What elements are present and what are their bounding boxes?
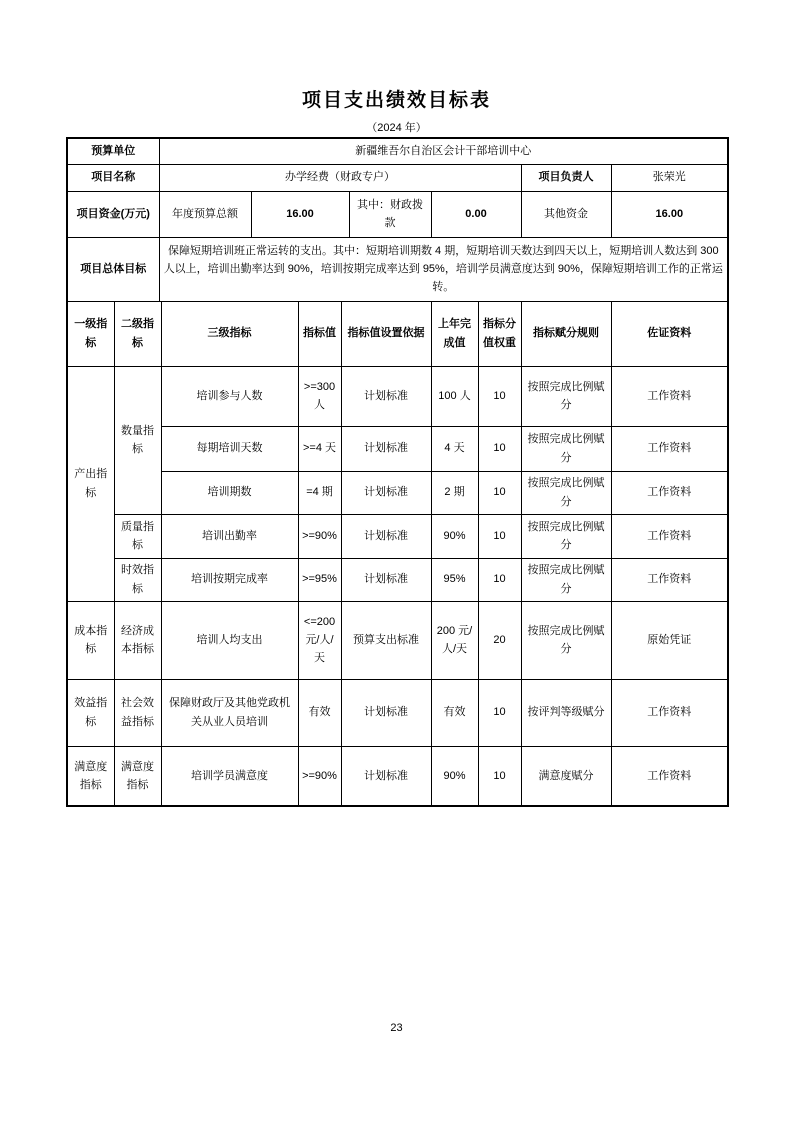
indicator-row xyxy=(67,601,728,679)
fiscal-allocation-label: 其中：财政拨款 xyxy=(349,191,431,237)
prev-year-cell: 90% xyxy=(431,514,478,558)
prev-year-cell: 200 元/人/天 xyxy=(431,601,478,679)
project-leader-label: 项目负责人 xyxy=(521,164,611,191)
header-weight: 指标分值权重 xyxy=(478,301,521,366)
basis-cell: 计划标准 xyxy=(341,514,431,558)
level2-indicator-cell: 数量指标 xyxy=(114,366,161,514)
basis-cell: 计划标准 xyxy=(341,746,431,806)
target-value-cell: >=95% xyxy=(298,558,341,601)
level2-indicator-cell: 质量指标 xyxy=(114,514,161,558)
target-value-cell: =4 期 xyxy=(298,471,341,514)
level3-indicator-cell: 培训参与人数 xyxy=(161,366,298,426)
indicator-row xyxy=(67,426,728,471)
level3-indicator-cell: 每期培训天数 xyxy=(161,426,298,471)
evidence-cell: 工作资料 xyxy=(611,558,728,601)
annual-budget-value: 16.00 xyxy=(251,191,349,237)
indicator-row xyxy=(67,366,728,426)
weight-cell: 10 xyxy=(478,514,521,558)
level3-indicator-cell: 培训学员满意度 xyxy=(161,746,298,806)
indicator-row xyxy=(67,746,728,806)
header-level3: 三级指标 xyxy=(161,301,298,366)
prev-year-cell: 有效 xyxy=(431,679,478,746)
scoring-rule-cell: 按照完成比例赋分 xyxy=(521,471,611,514)
evidence-cell: 工作资料 xyxy=(611,746,728,806)
scoring-rule-cell: 按照完成比例赋分 xyxy=(521,558,611,601)
indicator-header-row xyxy=(67,301,728,366)
evidence-cell: 原始凭证 xyxy=(611,601,728,679)
prev-year-cell: 90% xyxy=(431,746,478,806)
basis-cell: 计划标准 xyxy=(341,366,431,426)
level1-indicator-cell: 成本指标 xyxy=(67,601,114,679)
weight-cell: 10 xyxy=(478,558,521,601)
level3-indicator-cell: 培训出勤率 xyxy=(161,514,298,558)
header-scoring-rule: 指标赋分规则 xyxy=(521,301,611,366)
basis-cell: 计划标准 xyxy=(341,426,431,471)
project-funds-row xyxy=(67,191,728,237)
scoring-rule-cell: 满意度赋分 xyxy=(521,746,611,806)
page-subtitle: （2024 年） xyxy=(366,122,427,134)
scoring-rule-cell: 按照完成比例赋分 xyxy=(521,426,611,471)
evidence-cell: 工作资料 xyxy=(611,679,728,746)
level2-indicator-cell: 经济成本指标 xyxy=(114,601,161,679)
level2-indicator-cell: 时效指标 xyxy=(114,558,161,601)
level3-indicator-cell: 培训按期完成率 xyxy=(161,558,298,601)
evidence-cell: 工作资料 xyxy=(611,426,728,471)
scoring-rule-cell: 按照完成比例赋分 xyxy=(521,366,611,426)
header-level1: 一级指标 xyxy=(67,301,114,366)
weight-cell: 10 xyxy=(478,426,521,471)
level1-indicator-cell: 产出指标 xyxy=(67,366,114,601)
scoring-rule-cell: 按评判等级赋分 xyxy=(521,679,611,746)
target-value-cell: <=200 元/人/天 xyxy=(298,601,341,679)
scoring-rule-cell: 按照完成比例赋分 xyxy=(521,601,611,679)
prev-year-cell: 95% xyxy=(431,558,478,601)
project-name-label: 项目名称 xyxy=(67,164,159,191)
budget-unit-row xyxy=(67,138,728,164)
scoring-rule-cell: 按照完成比例赋分 xyxy=(521,514,611,558)
basis-cell: 计划标准 xyxy=(341,471,431,514)
performance-target-table xyxy=(66,137,729,807)
header-level2: 二级指标 xyxy=(114,301,161,366)
prev-year-cell: 2 期 xyxy=(431,471,478,514)
basis-cell: 预算支出标准 xyxy=(341,601,431,679)
weight-cell: 10 xyxy=(478,471,521,514)
prev-year-cell: 100 人 xyxy=(431,366,478,426)
annual-budget-label: 年度预算总额 xyxy=(159,191,251,237)
evidence-cell: 工作资料 xyxy=(611,366,728,426)
prev-year-cell: 4 天 xyxy=(431,426,478,471)
header-target-value: 指标值 xyxy=(298,301,341,366)
weight-cell: 10 xyxy=(478,679,521,746)
fiscal-allocation-value: 0.00 xyxy=(431,191,521,237)
overall-goal-row xyxy=(67,237,728,301)
target-value-cell: >=90% xyxy=(298,514,341,558)
indicator-row xyxy=(67,558,728,601)
indicator-row xyxy=(67,514,728,558)
header-evidence: 佐证资料 xyxy=(611,301,728,366)
overall-goal-value: 保障短期培训班正常运转的支出。其中：短期培训期数 4 期，短期培训天数达到四天以上，短期培训人数达到 300 人以上，培训出勤率达到 90%，培训按期完成率达到 95%，培训学员满意度达到 90%，保障短期培训工作的正常运转。 xyxy=(159,237,728,301)
level3-indicator-cell: 培训人均支出 xyxy=(161,601,298,679)
basis-cell: 计划标准 xyxy=(341,679,431,746)
level1-indicator-cell: 满意度指标 xyxy=(67,746,114,806)
overall-goal-label: 项目总体目标 xyxy=(67,237,159,301)
page-number: 23 xyxy=(390,1022,403,1034)
project-funds-label: 项目资金(万元) xyxy=(67,191,159,237)
target-value-cell: >=4 天 xyxy=(298,426,341,471)
level3-indicator-cell: 保障财政厅及其他党政机关从业人员培训 xyxy=(161,679,298,746)
budget-unit-value: 新疆维吾尔自治区会计干部培训中心 xyxy=(159,138,728,164)
page-title: 项目支出绩效目标表 xyxy=(301,90,491,111)
target-value-cell: >=300 人 xyxy=(298,366,341,426)
header-basis: 指标值设置依据 xyxy=(341,301,431,366)
project-name-value: 办学经费（财政专户） xyxy=(159,164,521,191)
header-prev-year: 上年完成值 xyxy=(431,301,478,366)
weight-cell: 20 xyxy=(478,601,521,679)
indicator-row xyxy=(67,471,728,514)
target-value-cell: 有效 xyxy=(298,679,341,746)
target-value-cell: >=90% xyxy=(298,746,341,806)
weight-cell: 10 xyxy=(478,366,521,426)
project-leader-value: 张荣光 xyxy=(611,164,728,191)
budget-unit-label: 预算单位 xyxy=(67,138,159,164)
level3-indicator-cell: 培训期数 xyxy=(161,471,298,514)
basis-cell: 计划标准 xyxy=(341,558,431,601)
other-funds-label: 其他资金 xyxy=(521,191,611,237)
level1-indicator-cell: 效益指标 xyxy=(67,679,114,746)
indicator-row xyxy=(67,679,728,746)
evidence-cell: 工作资料 xyxy=(611,514,728,558)
project-name-row xyxy=(67,164,728,191)
level2-indicator-cell: 社会效益指标 xyxy=(114,679,161,746)
weight-cell: 10 xyxy=(478,746,521,806)
other-funds-value: 16.00 xyxy=(611,191,728,237)
evidence-cell: 工作资料 xyxy=(611,471,728,514)
level2-indicator-cell: 满意度指标 xyxy=(114,746,161,806)
